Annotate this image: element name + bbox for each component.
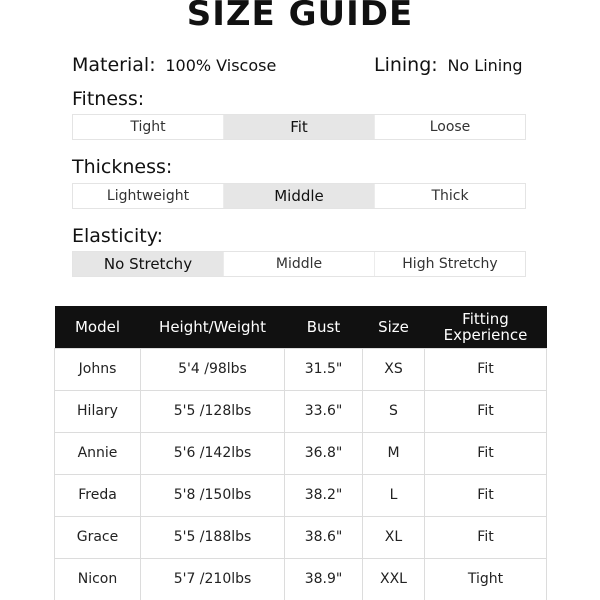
cell-height-weight: 5'7 /210lbs [141, 558, 285, 600]
cell-fitting: Fit [425, 348, 547, 390]
thickness-option: Thick [374, 184, 525, 208]
cell-bust: 31.5" [285, 348, 363, 390]
elasticity-scale [72, 251, 526, 277]
header-fitting-experience: Fitting Experience [425, 306, 547, 348]
thickness-label: Thickness: [72, 156, 173, 178]
header-size: Size [363, 306, 425, 348]
elasticity-option: No Stretchy [73, 252, 223, 276]
cell-size: XL [363, 516, 425, 558]
cell-size: S [363, 390, 425, 432]
fitness-scale [72, 114, 526, 140]
cell-height-weight: 5'6 /142lbs [141, 432, 285, 474]
cell-bust: 36.8" [285, 432, 363, 474]
table-header-row [55, 306, 547, 348]
thickness-option: Lightweight [73, 184, 223, 208]
cell-fitting: Fit [425, 390, 547, 432]
cell-model: Grace [55, 516, 141, 558]
lining-value: No Lining [447, 56, 523, 75]
cell-size: L [363, 474, 425, 516]
cell-model: Hilary [55, 390, 141, 432]
thickness-scale [72, 183, 526, 209]
cell-height-weight: 5'5 /188lbs [141, 516, 285, 558]
cell-bust: 38.6" [285, 516, 363, 558]
cell-model: Johns [55, 348, 141, 390]
cell-fitting: Fit [425, 516, 547, 558]
cell-model: Annie [55, 432, 141, 474]
cell-fitting: Fit [425, 432, 547, 474]
material-label: Material: [72, 54, 156, 76]
cell-model: Nicon [55, 558, 141, 600]
cell-size: XXL [363, 558, 425, 600]
cell-height-weight: 5'4 /98lbs [141, 348, 285, 390]
size-table [54, 306, 547, 600]
table-row [55, 348, 547, 390]
material-value: 100% Viscose [165, 56, 277, 75]
cell-size: M [363, 432, 425, 474]
cell-bust: 38.2" [285, 474, 363, 516]
table-row [55, 474, 547, 516]
cell-size: XS [363, 348, 425, 390]
thickness-option: Middle [223, 184, 374, 208]
fitness-option: Loose [374, 115, 525, 139]
table-row [55, 558, 547, 600]
elasticity-option: High Stretchy [374, 252, 525, 276]
lining-info [374, 54, 523, 76]
fitness-option: Tight [73, 115, 223, 139]
table-row [55, 432, 547, 474]
cell-bust: 33.6" [285, 390, 363, 432]
cell-fitting: Tight [425, 558, 547, 600]
header-bust: Bust [285, 306, 363, 348]
cell-height-weight: 5'5 /128lbs [141, 390, 285, 432]
cell-height-weight: 5'8 /150lbs [141, 474, 285, 516]
cell-model: Freda [55, 474, 141, 516]
page-title: SIZE GUIDE [186, 0, 414, 34]
elasticity-option: Middle [223, 252, 374, 276]
fitness-option: Fit [223, 115, 374, 139]
header-model: Model [55, 306, 141, 348]
elasticity-label: Elasticity: [72, 225, 163, 247]
lining-label: Lining: [374, 54, 438, 76]
table-row [55, 516, 547, 558]
table-row [55, 390, 547, 432]
fitness-label: Fitness: [72, 88, 145, 110]
cell-bust: 38.9" [285, 558, 363, 600]
material-info [72, 54, 276, 76]
cell-fitting: Fit [425, 474, 547, 516]
header-height-weight: Height/Weight [141, 306, 285, 348]
